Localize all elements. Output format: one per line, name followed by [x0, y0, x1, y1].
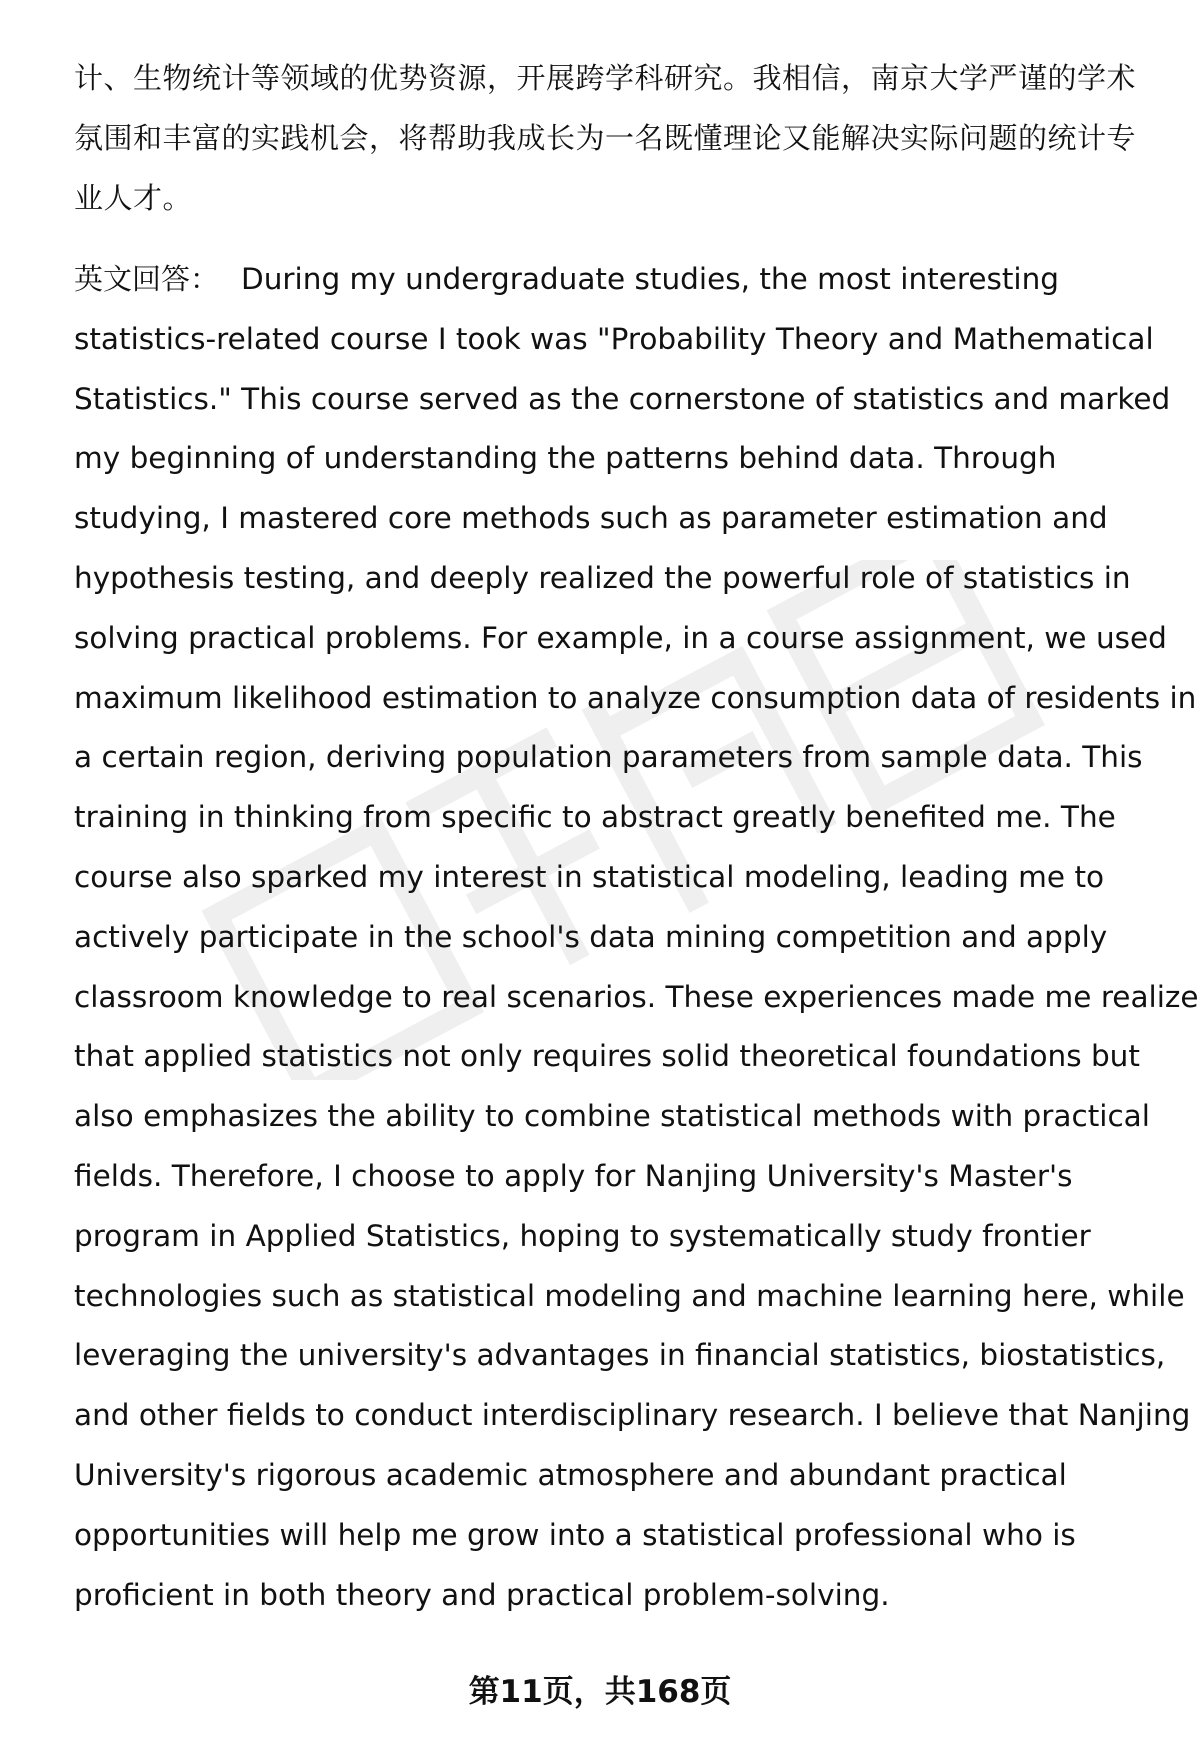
- english-line: leveraging the university's advantages in financial statistics, biostatistics,: [74, 1338, 1166, 1373]
- english-line: classroom knowledge to real scenarios. These experiences made me realize: [74, 979, 1199, 1014]
- page-number-footer: 第11页，共168页: [468, 1674, 732, 1710]
- english-line: University's rigorous academic atmosphere and abundant practical: [74, 1457, 1067, 1492]
- english-line: my beginning of understanding the patterns behind data. Through: [74, 441, 1057, 476]
- chinese-paragraph: [74, 48, 1164, 228]
- chinese-line: 业人才。: [74, 181, 193, 215]
- english-line: actively participate in the school's data mining competition and apply: [74, 919, 1108, 954]
- english-line: Statistics." This course served as the cornerstone of statistics and marked: [74, 381, 1171, 416]
- english-line: course also sparked my interest in statistical modeling, leading me to: [74, 859, 1105, 894]
- english-line: that applied statistics not only requires solid theoretical foundations but: [74, 1039, 1140, 1074]
- english-line: training in thinking from specific to abstract greatly benefited me. The: [74, 800, 1116, 835]
- english-line: proficient in both theory and practical problem-solving.: [74, 1577, 890, 1612]
- english-line: [74, 250, 1164, 310]
- chinese-line: 氛围和丰富的实践机会，将帮助我成长为一名既懂理论又能解决实际问题的统计专: [74, 121, 1137, 155]
- english-line: and other fields to conduct interdisciplinary research. I believe that Nanjing: [74, 1398, 1191, 1433]
- english-line: opportunities will help me grow into a statistical professional who is: [74, 1517, 1076, 1552]
- page-content: [74, 48, 1199, 1625]
- english-line: program in Applied Statistics, hoping to systematically study frontier: [74, 1218, 1091, 1253]
- english-line: a certain region, deriving population parameters from sample data. This: [74, 740, 1143, 775]
- english-line: studying, I mastered core methods such as parameter estimation and: [74, 501, 1108, 536]
- chinese-line: 计、生物统计等领域的优势资源，开展跨学科研究。我相信，南京大学严谨的学术: [74, 61, 1137, 95]
- english-answer: [74, 250, 1199, 1625]
- english-answer-label: 英文回答：: [74, 262, 220, 296]
- english-line: statistics-related course I took was "Probability Theory and Mathematical: [74, 321, 1154, 356]
- english-line: technologies such as statistical modeling and machine learning here, while: [74, 1278, 1185, 1313]
- english-line: fields. Therefore, I choose to apply for Nanjing University's Master's: [74, 1158, 1073, 1193]
- english-line: hypothesis testing, and deeply realized the powerful role of statistics in: [74, 560, 1131, 595]
- english-line: also emphasizes the ability to combine statistical methods with practical: [74, 1099, 1150, 1134]
- english-line: maximum likelihood estimation to analyze consumption data of residents in: [74, 680, 1197, 715]
- english-line: solving practical problems. For example, in a course assignment, we used: [74, 620, 1167, 655]
- english-line-text: During my undergraduate studies, the most interesting: [241, 262, 1060, 296]
